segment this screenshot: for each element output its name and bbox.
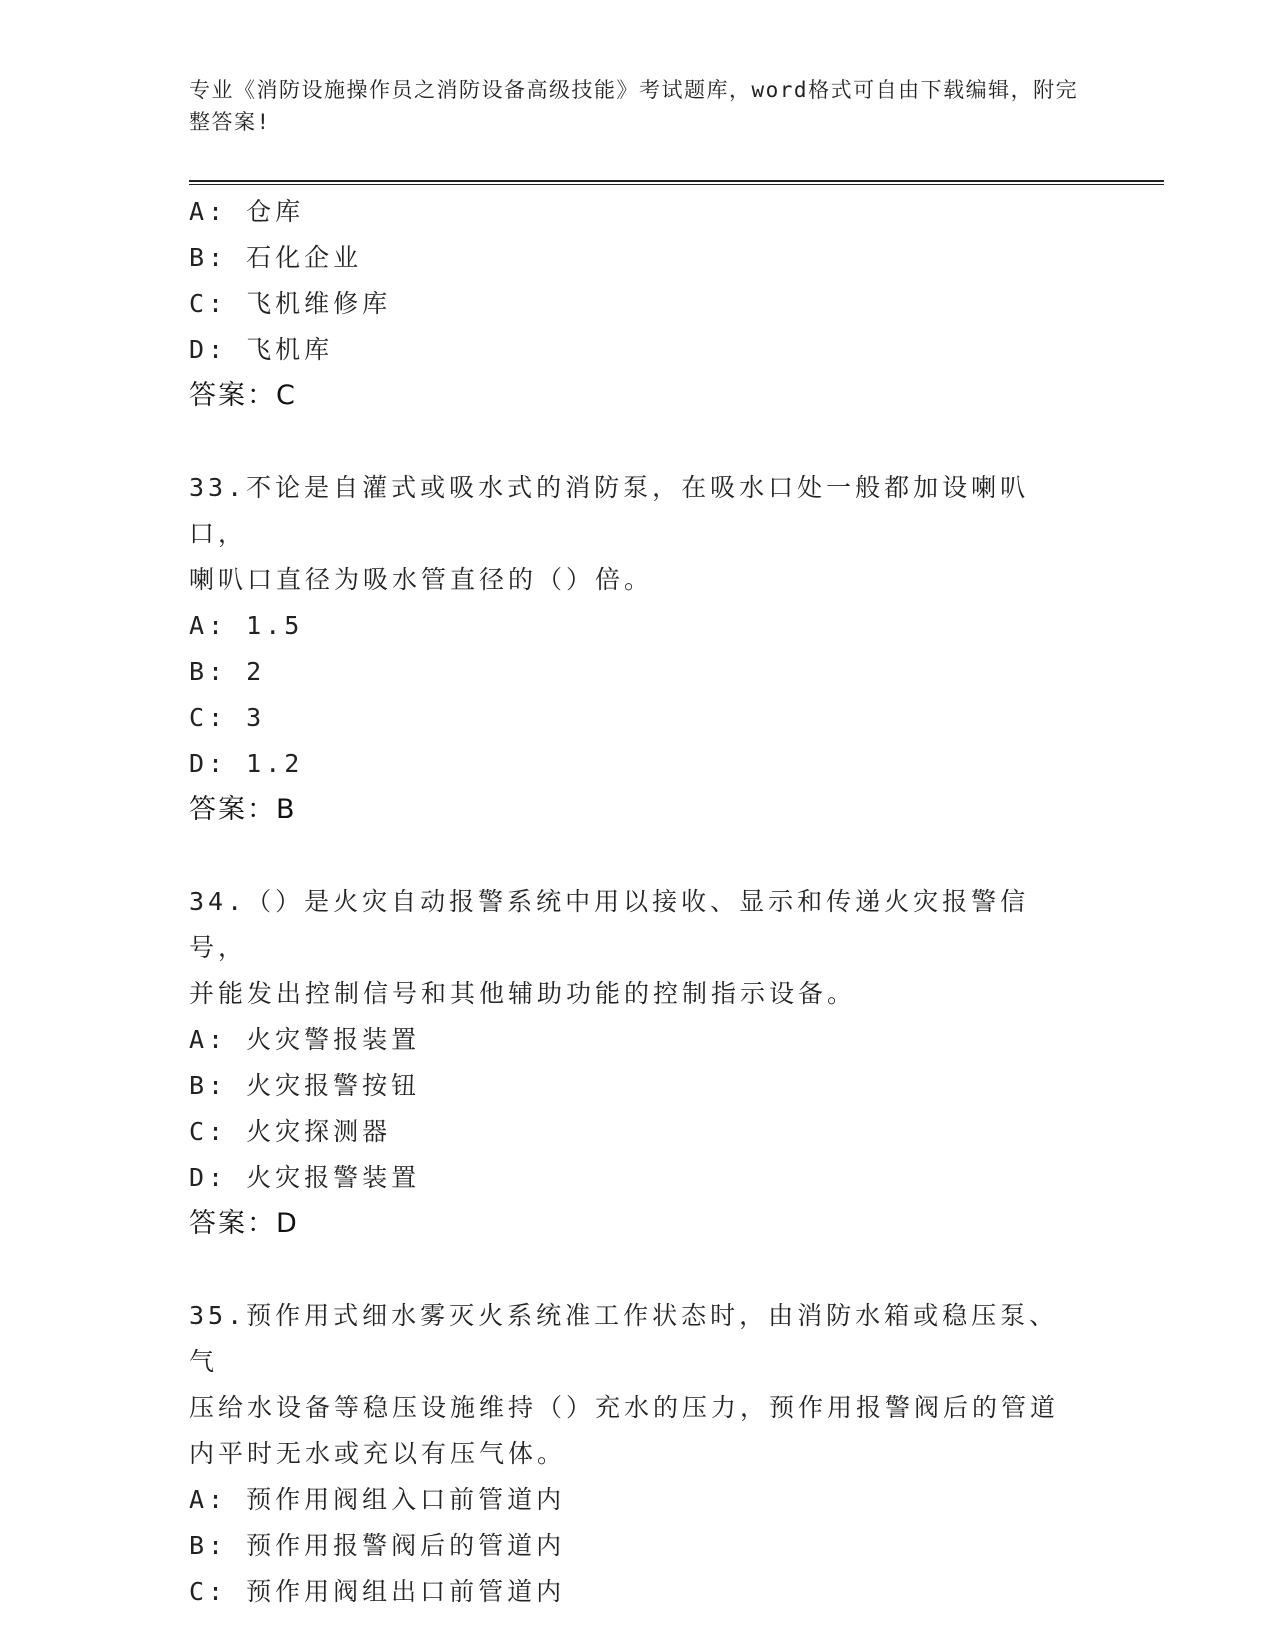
question-stem-line: 并能发出控制信号和其他辅助功能的控制指示设备。 bbox=[189, 979, 857, 1008]
option-d: D: 飞机库 bbox=[189, 335, 334, 364]
question-stem-line: 内平时无水或充以有压气体。 bbox=[189, 1439, 567, 1468]
question-block-35 bbox=[189, 1293, 1089, 1615]
option-c: C: 预作用阀组出口前管道内 bbox=[189, 1577, 566, 1606]
question-stem-line: 34.（）是火灾自动报警系统中用以接收、显示和传递火灾报警信号， bbox=[189, 887, 1030, 962]
option-b: B: 火灾报警按钮 bbox=[189, 1071, 421, 1100]
option-b: B: 预作用报警阀后的管道内 bbox=[189, 1531, 566, 1560]
option-a: A: 火灾警报装置 bbox=[189, 1025, 421, 1054]
question-block-34 bbox=[189, 879, 1089, 1247]
question-stem-line: 压给水设备等稳压设施维持（）充水的压力，预作用报警阀后的管道 bbox=[189, 1393, 1060, 1422]
header-divider bbox=[189, 180, 1164, 185]
question-stem-line: 35.预作用式细水雾灭火系统准工作状态时，由消防水箱或稳压泵、气 bbox=[189, 1301, 1059, 1376]
document-header: 专业《消防设施操作员之消防设备高级技能》考试题库，word格式可自由下载编辑，附完整答案! bbox=[189, 78, 1079, 134]
previous-question-options bbox=[189, 189, 1089, 419]
option-a: A: 仓库 bbox=[189, 197, 305, 226]
option-d: D: 1.2 bbox=[189, 749, 304, 778]
spacer bbox=[189, 1247, 1089, 1293]
question-block-33 bbox=[189, 465, 1089, 833]
option-d: D: 火灾报警装置 bbox=[189, 1163, 421, 1192]
answer-line: 答案：C bbox=[189, 380, 297, 411]
answer-line: 答案：D bbox=[189, 1208, 299, 1239]
option-c: C: 3 bbox=[189, 703, 266, 732]
question-stem-line: 33.不论是自灌式或吸水式的消防泵，在吸水口处一般都加设喇叭口， bbox=[189, 473, 1030, 548]
spacer bbox=[189, 833, 1089, 879]
option-a: A: 预作用阀组入口前管道内 bbox=[189, 1485, 566, 1514]
option-b: B: 2 bbox=[189, 657, 266, 686]
question-content bbox=[189, 189, 1089, 1615]
question-stem-line: 喇叭口直径为吸水管直径的（）倍。 bbox=[189, 565, 654, 594]
option-c: C: 飞机维修库 bbox=[189, 289, 392, 318]
option-c: C: 火灾探测器 bbox=[189, 1117, 392, 1146]
answer-line: 答案：B bbox=[189, 794, 297, 825]
option-a: A: 1.5 bbox=[189, 611, 304, 640]
option-b: B: 石化企业 bbox=[189, 243, 363, 272]
spacer bbox=[189, 419, 1089, 465]
